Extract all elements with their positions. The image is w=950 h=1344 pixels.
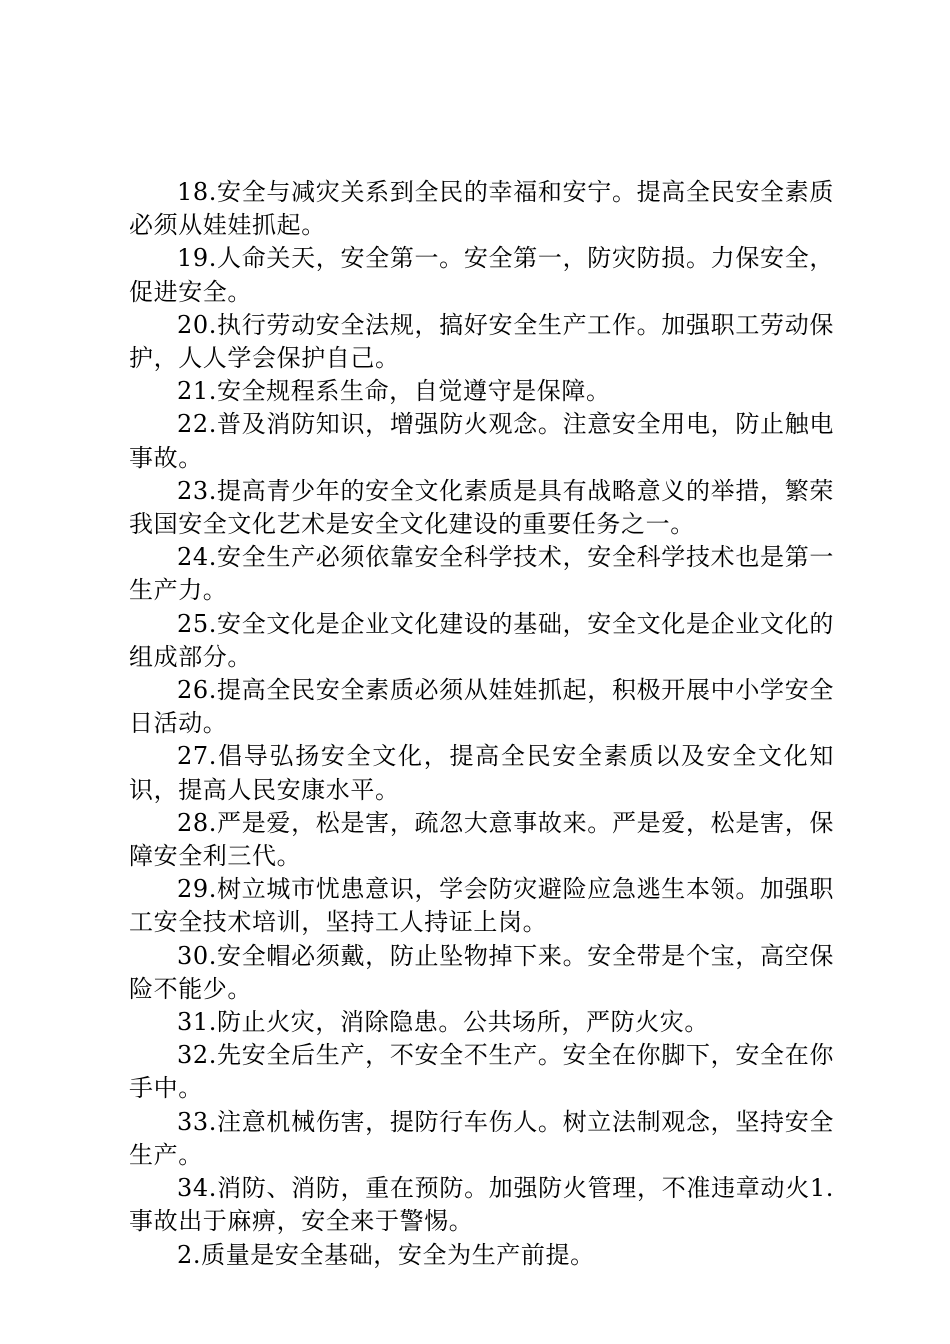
- paragraph-34: 34.消防、消防，重在预防。加强防火管理，不准违章动火1.事故出于麻痹，安全来于警惕。: [129, 1174, 834, 1236]
- paragraph-28: 28.严是爱，松是害，疏忽大意事故来。严是爱，松是害，保障安全利三代。: [129, 808, 834, 871]
- paragraph-19: 19.人命关天，安全第一。安全第一，防灾防损。力保安全，促进安全。: [129, 244, 834, 306]
- paragraph-30: 30.安全帽必须戴，防止坠物掉下来。安全带是个宝，高空保险不能少。: [129, 941, 834, 1003]
- paragraph-33: 33.注意机械伤害，提防行车伤人。树立法制观念，坚持安全生产。: [129, 1107, 834, 1169]
- paragraph-24: 24.安全生产必须依靠安全科学技术，安全科学技术也是第一生产力。: [129, 543, 834, 605]
- paragraph-25: 25.安全文化是企业文化建设的基础，安全文化是企业文化的组成部分。: [129, 609, 834, 671]
- paragraph-29: 29.树立城市忧患意识，学会防灾避险应急逃生本领。加强职工安全技术培训，坚持工人持证上岗。: [129, 875, 834, 937]
- paragraph-23: 23.提高青少年的安全文化素质是具有战略意义的举措，繁荣我国安全文化艺术是安全文化建设的重要任务之一。: [129, 476, 834, 539]
- paragraph-26: 26.提高全民安全素质必须从娃娃抓起，积极开展中小学安全日活动。: [129, 676, 834, 738]
- paragraph-27: 27.倡导弘扬安全文化，提高全民安全素质以及安全文化知识，提高人民安康水平。: [129, 742, 834, 804]
- paragraph-18: 18.安全与减灾关系到全民的幸福和安宁。提高全民安全素质必须从娃娃抓起。: [129, 178, 834, 240]
- paragraph-20: 20.执行劳动安全法规，搞好安全生产工作。加强职工劳动保护，人人学会保护自己。: [129, 310, 834, 373]
- document-body: [129, 176, 834, 1272]
- paragraph-21: 21.安全规程系生命，自觉遵守是保障。: [177, 377, 611, 406]
- paragraph-31: 31.防止火灾，消除隐患。公共场所，严防火灾。: [177, 1008, 709, 1037]
- paragraph-2: 2.质量是安全基础，安全为生产前提。: [177, 1240, 595, 1269]
- paragraph-32: 32.先安全后生产，不安全不生产。安全在你脚下，安全在你手中。: [129, 1041, 834, 1103]
- paragraph-22: 22.普及消防知识，增强防火观念。注意安全用电，防止触电事故。: [129, 410, 834, 472]
